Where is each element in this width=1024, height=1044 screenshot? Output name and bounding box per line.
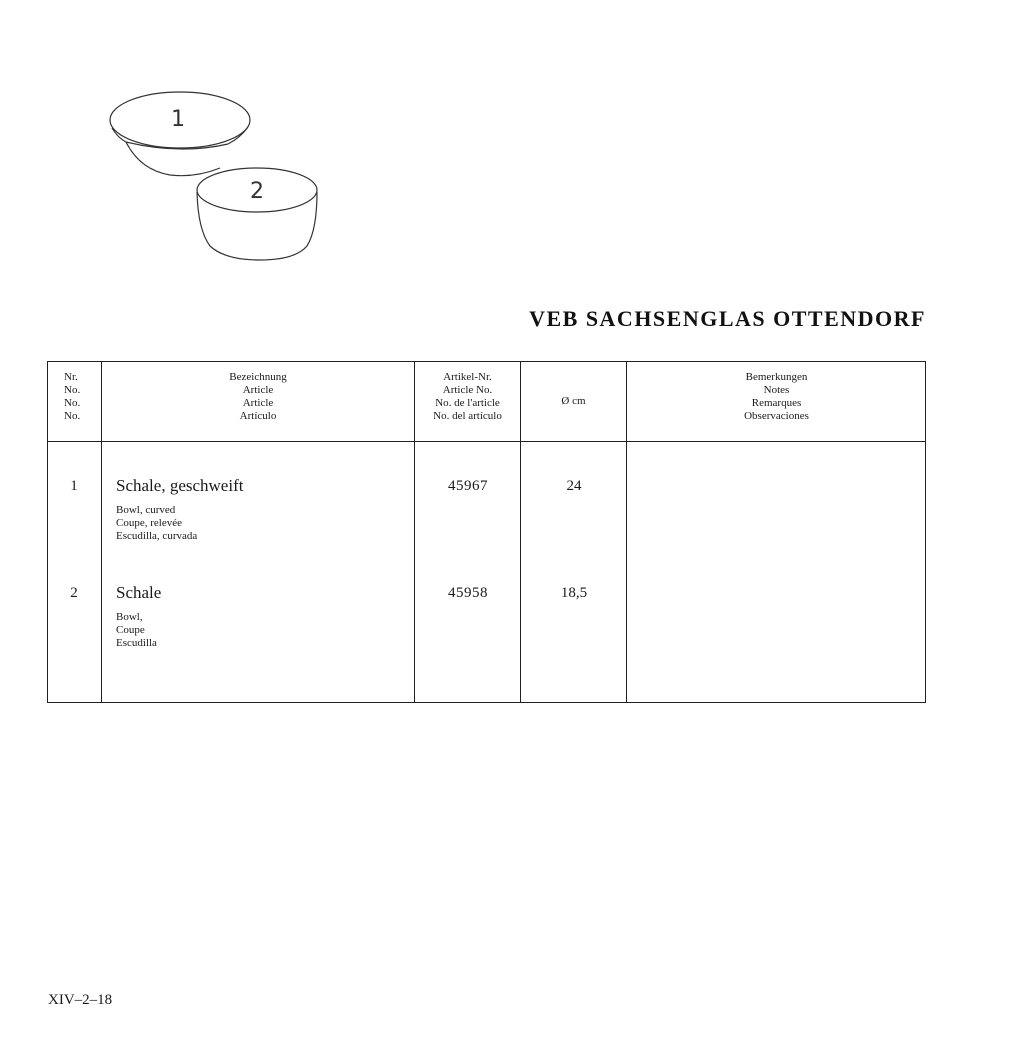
row-1-title: Schale, geschweift (116, 476, 244, 495)
bowl-2-label: 2 (250, 179, 264, 204)
row-1-translations (116, 504, 197, 543)
header-article-no-fr: No. de l'article (435, 397, 500, 409)
bowl-1-label: 1 (171, 107, 185, 132)
table-bottom-rule (47, 702, 926, 703)
table-header-rule (47, 441, 926, 442)
bowl-1-body (112, 128, 220, 176)
header-designation (102, 371, 414, 423)
row-1-diameter: 24 (566, 478, 582, 494)
header-article-no-de: Artikel-Nr. (443, 371, 492, 383)
row-2-number: 2 (70, 585, 78, 601)
row-1-translation-es: Escudilla, curvada (116, 530, 198, 542)
header-number (64, 371, 80, 423)
row-2-diameter: 18,5 (560, 585, 588, 601)
catalog-table (47, 361, 926, 703)
header-designation-de: Bezeichnung (229, 371, 287, 383)
header-article-no-en: Article No. (442, 384, 493, 396)
header-notes-de: Bemerkungen (745, 371, 808, 383)
row-2-title: Schale (116, 583, 162, 602)
row-2-translation-fr: Coupe (116, 624, 145, 636)
row-2-translation-es: Escudilla (116, 637, 157, 649)
header-notes (627, 371, 926, 423)
header-designation-es: Artículo (239, 410, 277, 422)
row-2-translations (116, 611, 157, 650)
row-2-translation-en: Bowl, (116, 611, 143, 623)
header-designation-fr: Article (242, 397, 274, 409)
header-diameter (521, 395, 626, 408)
bowls-drawing (100, 80, 330, 270)
header-number-es: No. (64, 410, 81, 422)
header-notes-fr: Remarques (751, 397, 802, 409)
header-number-en: No. (64, 384, 81, 396)
header-diameter-label: Ø cm (561, 395, 586, 407)
row-2-article-no: 45958 (448, 585, 488, 601)
header-number-de: Nr. (64, 371, 78, 383)
header-article-no (415, 371, 520, 423)
row-1-translation-fr: Coupe, relevée (116, 517, 182, 529)
header-article-no-es: No. del artículo (433, 410, 502, 422)
header-designation-en: Article (242, 384, 274, 396)
table-divider (520, 361, 521, 703)
table-top-rule (47, 361, 926, 362)
row-1-number: 1 (70, 478, 78, 494)
header-number-fr: No. (64, 397, 81, 409)
bowls-illustration (100, 80, 330, 270)
page-code: XIV–2–18 (48, 992, 113, 1008)
header-notes-es: Observaciones (744, 410, 809, 422)
row-1-article-no: 45967 (448, 478, 488, 494)
company-name: VEB SACHSENGLAS OTTENDORF (529, 306, 926, 331)
table-divider (47, 361, 48, 703)
row-1-translation-en: Bowl, curved (116, 504, 176, 516)
header-notes-en: Notes (763, 384, 790, 396)
